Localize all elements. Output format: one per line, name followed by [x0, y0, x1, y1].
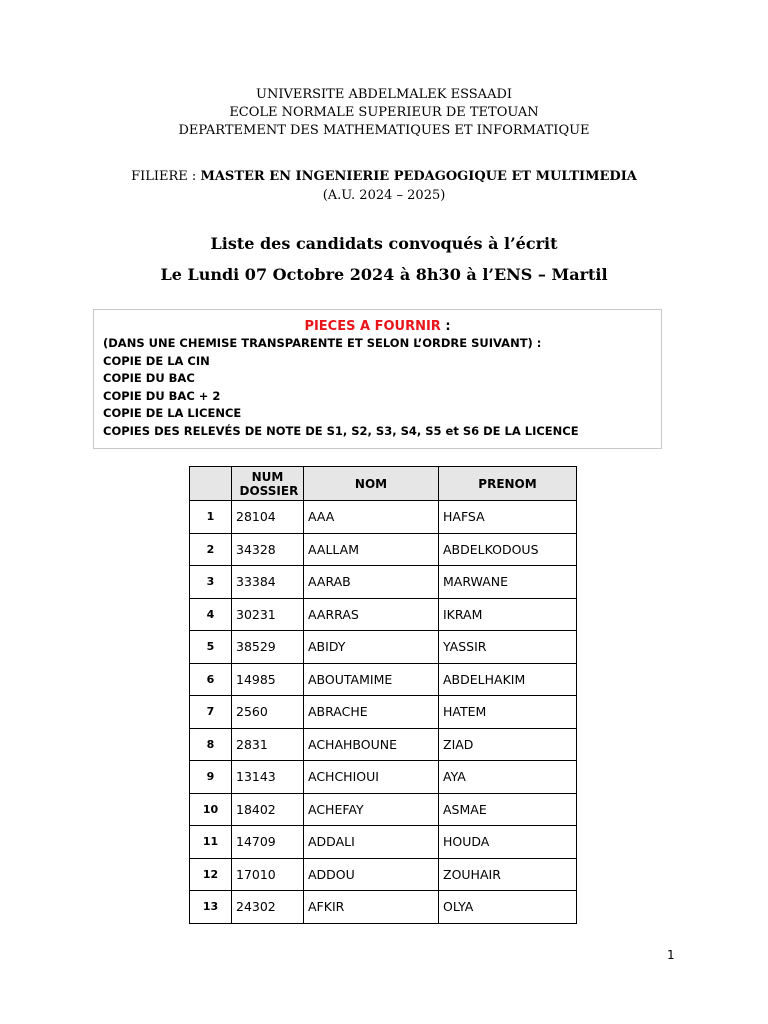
header-prenom: PRENOM [439, 467, 577, 501]
document-item: COPIE DE LA LICENCE [103, 406, 242, 420]
row-index: 6 [190, 663, 232, 696]
prenom-cell: ABDELHAKIM [439, 663, 577, 696]
prenom-cell: ABDELKODOUS [439, 533, 577, 566]
nom-cell: AARRAS [304, 598, 439, 631]
required-documents-title: PIECES A FOURNIR : [304, 319, 451, 334]
prenom-cell: AYA [439, 761, 577, 794]
table-row [190, 793, 577, 826]
table-row [190, 598, 577, 631]
exam-date-location: Le Lundi 07 Octobre 2024 à 8h30 à l’ENS – Martil [160, 265, 608, 284]
program-name: MASTER EN INGENIERIE PEDAGOGIQUE ET MULTIMEDIA [200, 169, 637, 184]
row-index: 2 [190, 533, 232, 566]
row-index: 13 [190, 891, 232, 924]
row-index: 3 [190, 566, 232, 599]
school-name: ECOLE NORMALE SUPERIEUR DE TETOUAN [229, 105, 539, 120]
row-index: 12 [190, 858, 232, 891]
nom-cell: ADDALI [304, 826, 439, 859]
required-documents-heading: PIECES A FOURNIR [304, 319, 441, 334]
table-header-row [190, 467, 577, 501]
table-row [190, 533, 577, 566]
table-row [190, 761, 577, 794]
candidates-table [189, 466, 577, 924]
table-row [190, 728, 577, 761]
required-documents-box [93, 309, 662, 449]
prenom-cell: OLYA [439, 891, 577, 924]
table-row [190, 858, 577, 891]
header-nom: NOM [304, 467, 439, 501]
header-index [190, 467, 232, 501]
document-item: COPIES DES RELEVÉS DE NOTE DE S1, S2, S3, S4, S5 et S6 DE LA LICENCE [103, 423, 579, 438]
document-item: COPIE DU BAC + 2 [103, 388, 221, 403]
table-row [190, 696, 577, 729]
table-row [190, 566, 577, 599]
prenom-cell: HAFSA [439, 501, 577, 534]
prenom-cell: ZOUHAIR [439, 858, 577, 891]
nom-cell: AALLAM [304, 533, 439, 566]
num-dossier-cell: 33384 [232, 566, 304, 599]
documents-instruction: (DANS UNE CHEMISE TRANSPARENTE ET SELON L’ORDRE SUIVANT) : [103, 336, 542, 350]
nom-cell: ACHEFAY [304, 793, 439, 826]
nom-cell: AFKIR [304, 891, 439, 924]
program-info [0, 167, 768, 205]
nom-cell: ABRACHE [304, 696, 439, 729]
table-row [190, 663, 577, 696]
academic-year: (A.U. 2024 – 2025) [322, 188, 446, 203]
document-item: COPIE DU BAC [103, 371, 195, 385]
nom-cell: ABIDY [304, 631, 439, 664]
nom-cell: ABOUTAMIME [304, 663, 439, 696]
num-dossier-cell: 2831 [232, 728, 304, 761]
prenom-cell: HATEM [439, 696, 577, 729]
num-dossier-cell: 34328 [232, 533, 304, 566]
row-index: 8 [190, 728, 232, 761]
institution-header [0, 86, 768, 140]
prenom-cell: HOUDA [439, 826, 577, 859]
prenom-cell: ZIAD [439, 728, 577, 761]
table-row [190, 631, 577, 664]
num-dossier-cell: 38529 [232, 631, 304, 664]
document-item: COPIE DE LA CIN [103, 353, 210, 368]
num-dossier-cell: 13143 [232, 761, 304, 794]
program-label: FILIERE : [131, 169, 201, 184]
prenom-cell: ASMAE [439, 793, 577, 826]
department-name: DEPARTEMENT DES MATHEMATIQUES ET INFORMATIQUE [178, 123, 590, 138]
prenom-cell: IKRAM [439, 598, 577, 631]
row-index: 11 [190, 826, 232, 859]
nom-cell: ACHAHBOUNE [304, 728, 439, 761]
nom-cell: AAA [304, 501, 439, 534]
num-dossier-cell: 28104 [232, 501, 304, 534]
list-title: Liste des candidats convoqués à l’écrit [210, 234, 558, 253]
num-dossier-cell: 14709 [232, 826, 304, 859]
table-row [190, 826, 577, 859]
nom-cell: ACHCHIOUI [304, 761, 439, 794]
num-dossier-cell: 17010 [232, 858, 304, 891]
num-dossier-cell: 30231 [232, 598, 304, 631]
nom-cell: AARAB [304, 566, 439, 599]
page-number: 1 [667, 948, 675, 962]
num-dossier-cell: 2560 [232, 696, 304, 729]
university-name: UNIVERSITE ABDELMALEK ESSAADI [255, 87, 513, 102]
row-index: 5 [190, 631, 232, 664]
row-index: 4 [190, 598, 232, 631]
prenom-cell: YASSIR [439, 631, 577, 664]
row-index: 7 [190, 696, 232, 729]
row-index: 10 [190, 793, 232, 826]
num-dossier-cell: 18402 [232, 793, 304, 826]
table-row [190, 501, 577, 534]
num-dossier-cell: 24302 [232, 891, 304, 924]
row-index: 9 [190, 761, 232, 794]
header-num-dossier: NUM DOSSIER [232, 467, 304, 501]
prenom-cell: MARWANE [439, 566, 577, 599]
num-dossier-cell: 14985 [232, 663, 304, 696]
nom-cell: ADDOU [304, 858, 439, 891]
table-row [190, 891, 577, 924]
row-index: 1 [190, 501, 232, 534]
